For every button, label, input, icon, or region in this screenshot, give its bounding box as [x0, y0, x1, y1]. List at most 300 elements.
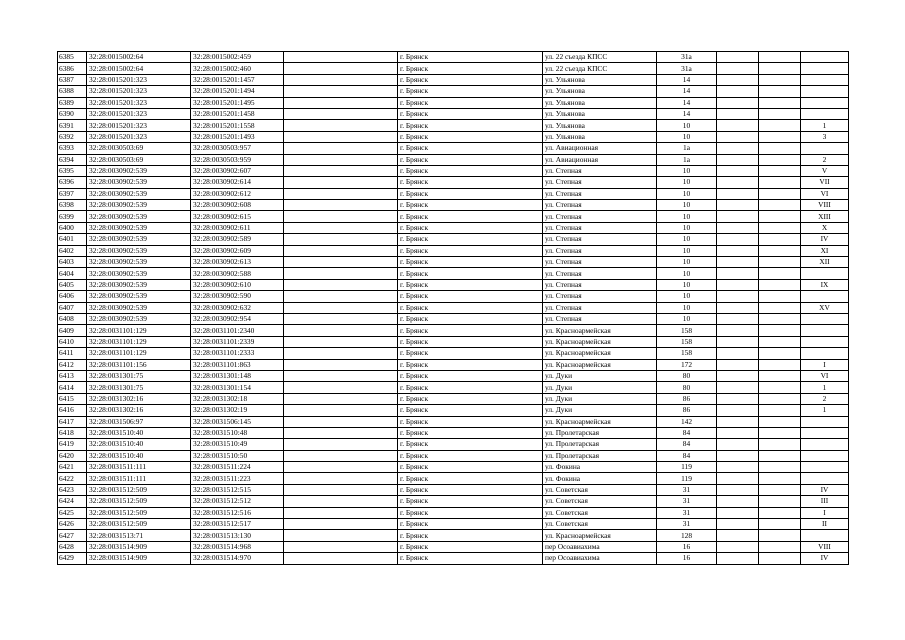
- table-row: [58, 462, 849, 473]
- cadastral-number-cell: 32:28:0031511:223: [191, 473, 284, 484]
- empty-cell: [759, 188, 801, 199]
- city-cell: г. Брянск: [398, 416, 543, 427]
- empty-cell: [284, 336, 398, 347]
- cadastral-quarter-cell: 32:28:0031510:40: [87, 427, 191, 438]
- premises-number-cell: [801, 63, 849, 74]
- cadastral-quarter-cell: 32:28:0030902:539: [87, 302, 191, 313]
- premises-number-cell: V: [801, 165, 849, 176]
- cadastral-quarter-cell: 32:28:0031101:129: [87, 336, 191, 347]
- cadastral-number-cell: 32:28:0031302:19: [191, 405, 284, 416]
- cadastral-quarter-cell: 32:28:0030902:539: [87, 257, 191, 268]
- house-number-cell: 119: [657, 462, 717, 473]
- cadastral-number-cell: 32:28:0031512:515: [191, 484, 284, 495]
- empty-cell: [759, 553, 801, 564]
- city-cell: г. Брянск: [398, 131, 543, 142]
- cadastral-quarter-cell: 32:28:0030902:539: [87, 234, 191, 245]
- cadastral-number-cell: 32:28:0030902:590: [191, 291, 284, 302]
- row-number-cell: 6404: [58, 268, 87, 279]
- empty-cell: [759, 63, 801, 74]
- building-cell: [717, 484, 759, 495]
- row-number-cell: 6419: [58, 439, 87, 450]
- empty-cell: [759, 507, 801, 518]
- street-cell: ул. Ульянова: [543, 74, 657, 85]
- city-cell: г. Брянск: [398, 108, 543, 119]
- city-cell: г. Брянск: [398, 393, 543, 404]
- house-number-cell: 10: [657, 120, 717, 131]
- empty-cell: [759, 97, 801, 108]
- table-row: [58, 427, 849, 438]
- street-cell: ул. Степная: [543, 211, 657, 222]
- empty-cell: [759, 370, 801, 381]
- cadastral-quarter-cell: 32:28:0030902:539: [87, 222, 191, 233]
- cadastral-quarter-cell: 32:28:0031514:909: [87, 553, 191, 564]
- empty-cell: [759, 200, 801, 211]
- empty-cell: [759, 222, 801, 233]
- house-number-cell: 84: [657, 427, 717, 438]
- cadastral-quarter-cell: 32:28:0031514:909: [87, 541, 191, 552]
- premises-number-cell: IV: [801, 484, 849, 495]
- building-cell: [717, 302, 759, 313]
- city-cell: г. Брянск: [398, 336, 543, 347]
- cadastral-number-cell: 32:28:0030902:613: [191, 257, 284, 268]
- row-number-cell: 6395: [58, 165, 87, 176]
- empty-cell: [759, 382, 801, 393]
- row-number-cell: 6389: [58, 97, 87, 108]
- cadastral-number-cell: 32:28:0031101:2339: [191, 336, 284, 347]
- premises-number-cell: [801, 143, 849, 154]
- street-cell: ул. Степная: [543, 313, 657, 324]
- premises-number-cell: I: [801, 507, 849, 518]
- premises-number-cell: [801, 473, 849, 484]
- premises-number-cell: 3: [801, 131, 849, 142]
- street-cell: ул. Советская: [543, 484, 657, 495]
- city-cell: г. Брянск: [398, 165, 543, 176]
- row-number-cell: 6394: [58, 154, 87, 165]
- cadastral-number-cell: 32:28:0015002:459: [191, 52, 284, 63]
- building-cell: [717, 120, 759, 131]
- empty-cell: [759, 74, 801, 85]
- building-cell: [717, 359, 759, 370]
- building-cell: [717, 86, 759, 97]
- empty-cell: [759, 268, 801, 279]
- street-cell: ул. Степная: [543, 268, 657, 279]
- empty-cell: [759, 530, 801, 541]
- empty-cell: [284, 131, 398, 142]
- empty-cell: [284, 473, 398, 484]
- building-cell: [717, 291, 759, 302]
- street-cell: ул. Дуки: [543, 393, 657, 404]
- empty-cell: [284, 370, 398, 381]
- row-number-cell: 6417: [58, 416, 87, 427]
- table-row: [58, 154, 849, 165]
- cadastral-number-cell: 32:28:0031512:516: [191, 507, 284, 518]
- empty-cell: [759, 291, 801, 302]
- table-row: [58, 439, 849, 450]
- cadastral-quarter-cell: 32:28:0031511:111: [87, 473, 191, 484]
- row-number-cell: 6399: [58, 211, 87, 222]
- street-cell: ул. Ульянова: [543, 131, 657, 142]
- city-cell: г. Брянск: [398, 530, 543, 541]
- building-cell: [717, 97, 759, 108]
- building-cell: [717, 325, 759, 336]
- city-cell: г. Брянск: [398, 268, 543, 279]
- row-number-cell: 6393: [58, 143, 87, 154]
- street-cell: ул. Красноармейская: [543, 336, 657, 347]
- street-cell: ул. Степная: [543, 165, 657, 176]
- table-row: [58, 302, 849, 313]
- table-row: [58, 200, 849, 211]
- row-number-cell: 6411: [58, 348, 87, 359]
- building-cell: [717, 405, 759, 416]
- empty-cell: [759, 120, 801, 131]
- building-cell: [717, 519, 759, 530]
- row-number-cell: 6406: [58, 291, 87, 302]
- cadastral-number-cell: 32:28:0031301:154: [191, 382, 284, 393]
- cadastral-quarter-cell: 32:28:0031510:40: [87, 439, 191, 450]
- cadastral-number-cell: 32:28:0015201:1494: [191, 86, 284, 97]
- city-cell: г. Брянск: [398, 188, 543, 199]
- table-row: [58, 553, 849, 564]
- row-number-cell: 6392: [58, 131, 87, 142]
- building-cell: [717, 313, 759, 324]
- city-cell: г. Брянск: [398, 63, 543, 74]
- row-number-cell: 6400: [58, 222, 87, 233]
- street-cell: ул. Фокина: [543, 473, 657, 484]
- empty-cell: [759, 177, 801, 188]
- building-cell: [717, 257, 759, 268]
- cadastral-quarter-cell: 32:28:0015002:64: [87, 52, 191, 63]
- city-cell: г. Брянск: [398, 120, 543, 131]
- premises-number-cell: XV: [801, 302, 849, 313]
- city-cell: г. Брянск: [398, 177, 543, 188]
- empty-cell: [284, 348, 398, 359]
- empty-cell: [759, 359, 801, 370]
- building-cell: [717, 473, 759, 484]
- street-cell: ул. Степная: [543, 177, 657, 188]
- empty-cell: [284, 86, 398, 97]
- cadastral-number-cell: 32:28:0030902:607: [191, 165, 284, 176]
- house-number-cell: 86: [657, 393, 717, 404]
- table-row: [58, 313, 849, 324]
- city-cell: г. Брянск: [398, 496, 543, 507]
- row-number-cell: 6403: [58, 257, 87, 268]
- building-cell: [717, 177, 759, 188]
- cadastral-number-cell: 32:28:0015201:1458: [191, 108, 284, 119]
- house-number-cell: 10: [657, 291, 717, 302]
- cadastral-number-cell: 32:28:0030902:588: [191, 268, 284, 279]
- premises-number-cell: VI: [801, 370, 849, 381]
- empty-cell: [759, 234, 801, 245]
- house-number-cell: 31а: [657, 63, 717, 74]
- empty-cell: [284, 393, 398, 404]
- city-cell: г. Брянск: [398, 519, 543, 530]
- empty-cell: [284, 177, 398, 188]
- table-row: [58, 405, 849, 416]
- table-row: [58, 291, 849, 302]
- house-number-cell: 158: [657, 336, 717, 347]
- house-number-cell: 119: [657, 473, 717, 484]
- cadastral-number-cell: 32:28:0030902:614: [191, 177, 284, 188]
- house-number-cell: 1а: [657, 154, 717, 165]
- table-row: [58, 519, 849, 530]
- table-row: [58, 86, 849, 97]
- row-number-cell: 6422: [58, 473, 87, 484]
- building-cell: [717, 245, 759, 256]
- house-number-cell: 10: [657, 188, 717, 199]
- cadastral-quarter-cell: 32:28:0031301:75: [87, 370, 191, 381]
- row-number-cell: 6387: [58, 74, 87, 85]
- premises-number-cell: 1: [801, 120, 849, 131]
- empty-cell: [284, 74, 398, 85]
- cadastral-number-cell: 32:28:0030902:632: [191, 302, 284, 313]
- city-cell: г. Брянск: [398, 74, 543, 85]
- empty-cell: [284, 165, 398, 176]
- street-cell: ул. Степная: [543, 222, 657, 233]
- row-number-cell: 6390: [58, 108, 87, 119]
- empty-cell: [284, 405, 398, 416]
- empty-cell: [284, 496, 398, 507]
- street-cell: ул. Степная: [543, 257, 657, 268]
- premises-number-cell: III: [801, 496, 849, 507]
- empty-cell: [759, 279, 801, 290]
- cadastral-number-cell: 32:28:0031101:2340: [191, 325, 284, 336]
- street-cell: пер Осоавиахима: [543, 553, 657, 564]
- street-cell: ул. Степная: [543, 245, 657, 256]
- cadastral-number-cell: 32:28:0031514:968: [191, 541, 284, 552]
- empty-cell: [759, 211, 801, 222]
- street-cell: ул. Авиационная: [543, 154, 657, 165]
- street-cell: ул. Ульянова: [543, 120, 657, 131]
- premises-number-cell: VIII: [801, 541, 849, 552]
- premises-number-cell: [801, 416, 849, 427]
- building-cell: [717, 507, 759, 518]
- house-number-cell: 84: [657, 439, 717, 450]
- street-cell: ул. Пролетарская: [543, 439, 657, 450]
- city-cell: г. Брянск: [398, 473, 543, 484]
- street-cell: ул. Красноармейская: [543, 530, 657, 541]
- empty-cell: [759, 496, 801, 507]
- table-row: [58, 257, 849, 268]
- table-row: [58, 325, 849, 336]
- empty-cell: [759, 313, 801, 324]
- street-cell: ул. Советская: [543, 519, 657, 530]
- house-number-cell: 31: [657, 496, 717, 507]
- city-cell: г. Брянск: [398, 507, 543, 518]
- empty-cell: [284, 279, 398, 290]
- cadastral-quarter-cell: 32:28:0030902:539: [87, 177, 191, 188]
- house-number-cell: 14: [657, 74, 717, 85]
- empty-cell: [284, 120, 398, 131]
- cadastral-quarter-cell: 32:28:0030902:539: [87, 165, 191, 176]
- building-cell: [717, 427, 759, 438]
- table-row: [58, 222, 849, 233]
- cadastral-quarter-cell: 32:28:0015201:323: [87, 108, 191, 119]
- empty-cell: [759, 325, 801, 336]
- cadastral-number-cell: 32:28:0031514:970: [191, 553, 284, 564]
- premises-number-cell: IV: [801, 553, 849, 564]
- building-cell: [717, 553, 759, 564]
- building-cell: [717, 279, 759, 290]
- table-row: [58, 541, 849, 552]
- cadastral-quarter-cell: 32:28:0031302:16: [87, 393, 191, 404]
- empty-cell: [759, 462, 801, 473]
- row-number-cell: 6429: [58, 553, 87, 564]
- building-cell: [717, 370, 759, 381]
- house-number-cell: 1а: [657, 143, 717, 154]
- table-row: [58, 530, 849, 541]
- street-cell: ул. Советская: [543, 496, 657, 507]
- city-cell: г. Брянск: [398, 313, 543, 324]
- empty-cell: [759, 541, 801, 552]
- premises-number-cell: [801, 348, 849, 359]
- premises-number-cell: XIII: [801, 211, 849, 222]
- building-cell: [717, 143, 759, 154]
- row-number-cell: 6396: [58, 177, 87, 188]
- street-cell: ул. Пролетарская: [543, 427, 657, 438]
- city-cell: г. Брянск: [398, 245, 543, 256]
- table-row: [58, 450, 849, 461]
- empty-cell: [759, 165, 801, 176]
- cadastral-quarter-cell: 32:28:0015201:323: [87, 74, 191, 85]
- building-cell: [717, 188, 759, 199]
- cadastral-quarter-cell: 32:28:0030503:69: [87, 143, 191, 154]
- cadastral-number-cell: 32:28:0031510:50: [191, 450, 284, 461]
- premises-number-cell: [801, 74, 849, 85]
- empty-cell: [284, 359, 398, 370]
- cadastral-quarter-cell: 32:28:0030503:69: [87, 154, 191, 165]
- cadastral-number-cell: 32:28:0031101:863: [191, 359, 284, 370]
- street-cell: ул. Ульянова: [543, 97, 657, 108]
- premises-number-cell: X: [801, 222, 849, 233]
- row-number-cell: 6421: [58, 462, 87, 473]
- street-cell: ул. Красноармейская: [543, 348, 657, 359]
- city-cell: г. Брянск: [398, 462, 543, 473]
- empty-cell: [284, 108, 398, 119]
- cadastral-number-cell: 32:28:0030902:954: [191, 313, 284, 324]
- empty-cell: [284, 211, 398, 222]
- empty-cell: [759, 450, 801, 461]
- empty-cell: [759, 108, 801, 119]
- street-cell: ул. Степная: [543, 302, 657, 313]
- table-row: [58, 120, 849, 131]
- cadastral-number-cell: 32:28:0031513:130: [191, 530, 284, 541]
- premises-number-cell: [801, 97, 849, 108]
- city-cell: г. Брянск: [398, 348, 543, 359]
- building-cell: [717, 211, 759, 222]
- house-number-cell: 10: [657, 222, 717, 233]
- house-number-cell: 80: [657, 370, 717, 381]
- cadastral-number-cell: 32:28:0030902:610: [191, 279, 284, 290]
- building-cell: [717, 462, 759, 473]
- street-cell: ул. Ульянова: [543, 86, 657, 97]
- city-cell: г. Брянск: [398, 200, 543, 211]
- house-number-cell: 31: [657, 507, 717, 518]
- premises-number-cell: VIII: [801, 200, 849, 211]
- empty-cell: [759, 484, 801, 495]
- premises-number-cell: [801, 530, 849, 541]
- cadastral-quarter-cell: 32:28:0031301:75: [87, 382, 191, 393]
- street-cell: ул. Степная: [543, 291, 657, 302]
- cadastral-quarter-cell: 32:28:0031101:156: [87, 359, 191, 370]
- house-number-cell: 10: [657, 268, 717, 279]
- table-row: [58, 507, 849, 518]
- cadastral-quarter-cell: 32:28:0030902:539: [87, 313, 191, 324]
- cadastral-quarter-cell: 32:28:0031512:509: [87, 507, 191, 518]
- table-row: [58, 188, 849, 199]
- table-row: [58, 416, 849, 427]
- row-number-cell: 6386: [58, 63, 87, 74]
- table-row: [58, 143, 849, 154]
- table-row: [58, 359, 849, 370]
- premises-number-cell: XI: [801, 245, 849, 256]
- empty-cell: [284, 439, 398, 450]
- house-number-cell: 10: [657, 245, 717, 256]
- empty-cell: [284, 507, 398, 518]
- empty-cell: [759, 427, 801, 438]
- empty-cell: [759, 154, 801, 165]
- cadastral-number-cell: 32:28:0030902:612: [191, 188, 284, 199]
- street-cell: ул. Красноармейская: [543, 325, 657, 336]
- row-number-cell: 6385: [58, 52, 87, 63]
- building-cell: [717, 131, 759, 142]
- building-cell: [717, 52, 759, 63]
- cadastral-number-cell: 32:28:0031512:512: [191, 496, 284, 507]
- cadastral-quarter-cell: 32:28:0031510:40: [87, 450, 191, 461]
- empty-cell: [284, 97, 398, 108]
- empty-cell: [284, 268, 398, 279]
- city-cell: г. Брянск: [398, 370, 543, 381]
- house-number-cell: 158: [657, 325, 717, 336]
- empty-cell: [759, 416, 801, 427]
- city-cell: г. Брянск: [398, 211, 543, 222]
- cadastral-quarter-cell: 32:28:0030902:539: [87, 245, 191, 256]
- building-cell: [717, 200, 759, 211]
- cadastral-number-cell: 32:28:0030503:959: [191, 154, 284, 165]
- table-row: [58, 279, 849, 290]
- premises-number-cell: [801, 268, 849, 279]
- house-number-cell: 158: [657, 348, 717, 359]
- table-row: [58, 63, 849, 74]
- cadastral-number-cell: 32:28:0031512:517: [191, 519, 284, 530]
- street-cell: ул. Красноармейская: [543, 359, 657, 370]
- empty-cell: [759, 473, 801, 484]
- city-cell: г. Брянск: [398, 541, 543, 552]
- premises-number-cell: 2: [801, 154, 849, 165]
- empty-cell: [759, 405, 801, 416]
- house-number-cell: 10: [657, 313, 717, 324]
- premises-number-cell: [801, 313, 849, 324]
- cadastral-quarter-cell: 32:28:0031302:16: [87, 405, 191, 416]
- empty-cell: [284, 325, 398, 336]
- house-number-cell: 10: [657, 131, 717, 142]
- premises-number-cell: [801, 336, 849, 347]
- row-number-cell: 6426: [58, 519, 87, 530]
- table-row: [58, 74, 849, 85]
- empty-cell: [284, 63, 398, 74]
- table-row: [58, 245, 849, 256]
- table-row: [58, 336, 849, 347]
- registry-table: [57, 51, 849, 565]
- street-cell: ул. Дуки: [543, 382, 657, 393]
- street-cell: ул. Фокина: [543, 462, 657, 473]
- empty-cell: [284, 143, 398, 154]
- row-number-cell: 6407: [58, 302, 87, 313]
- cadastral-quarter-cell: 32:28:0015201:323: [87, 97, 191, 108]
- premises-number-cell: [801, 462, 849, 473]
- row-number-cell: 6414: [58, 382, 87, 393]
- table-row: [58, 211, 849, 222]
- empty-cell: [284, 154, 398, 165]
